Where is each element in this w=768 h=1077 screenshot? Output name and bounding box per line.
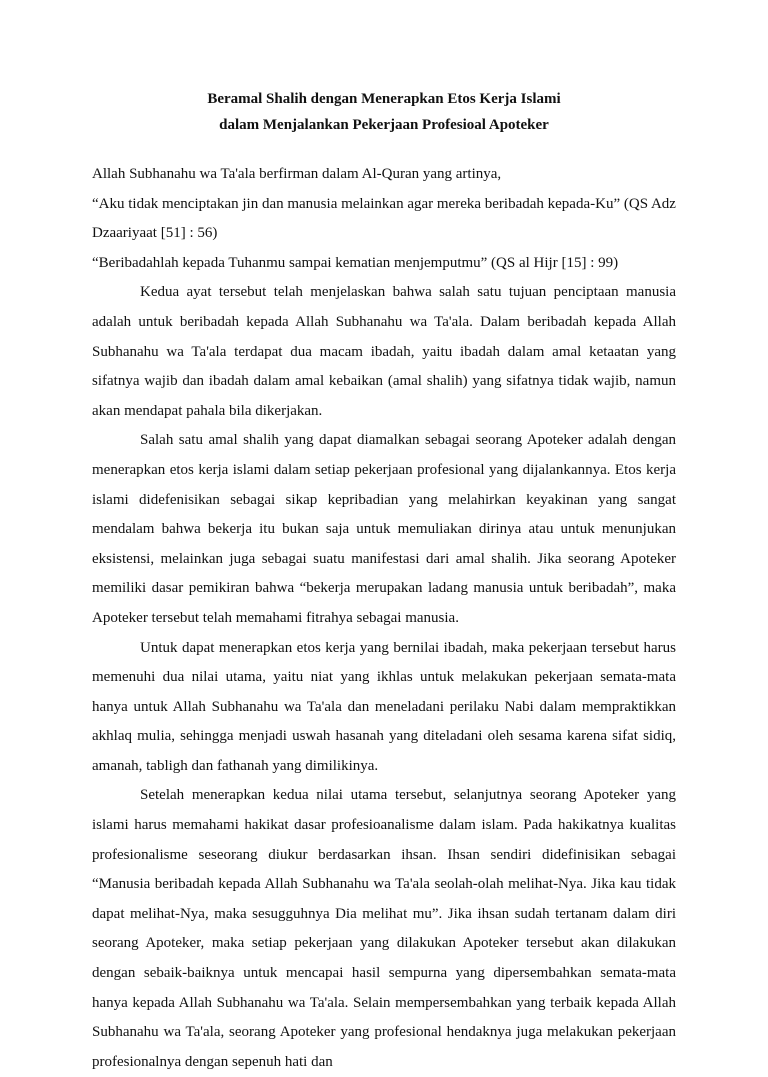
title-block [92,86,676,138]
quran-quote-2: “Beribadahlah kepada Tuhanmu sampai kematian menjemputmu” (QS al Hijr [15] : 99) [92,254,619,271]
paragraph-4: Setelah menerapkan kedua nilai utama tersebut, selanjutnya seorang Apoteker yang islami harus memahami hakikat dasar profesioanalisme dalam islam. Pada hakikatnya kualitas profesionalisme seseorang diukur berdasarkan ihsan. Ihsan sendiri didefinisikan sebagai “Manusia beribadah kepada Allah Subhanahu wa Ta'ala seolah-olah melihat-Nya. Jika kau tidak dapat melihat-Nya, maka sesugguhnya Dia melihat mu”. Jika ihsan sudah tertanam dalam diri seorang Apoteker, maka setiap pekerjaan yang dilakukan Apoteker tersebut akan dilakukan dengan sebaik-baiknya untuk mencapai hasil sempurna yang dipersembahkan semata-mata hanya kepada Allah Subhanahu wa Ta'ala. Selain mempersembahkan yang terbaik kepada Allah Subhanahu wa Ta'ala, seorang Apoteker yang profesional hendaknya juga melakukan pekerjaan profesionalnya dengan sepenuh hati dan [92,787,676,1070]
intro-block [92,160,676,278]
intro-line: Allah Subhanahu wa Ta'ala berfirman dalam Al-Quran yang artinya, [92,166,502,182]
paragraph-1: Kedua ayat tersebut telah menjelaskan bahwa salah satu tujuan penciptaan manusia adalah untuk beribadah kepada Allah Subhanahu wa Ta'ala. Dalam beribadah kepada Allah Subhanahu wa Ta'ala terdapat dua macam ibadah, yaitu ibadah dalam amal ketaatan yang sifatnya wajib dan ibadah dalam amal kebaikan (amal shalih) yang sifatnya tidak wajib, namun akan mendapat pahala bila dikerjakan. [92,284,676,419]
quran-quote-1: “Aku tidak menciptakan jin dan manusia melainkan agar mereka beribadah kepada-Ku” (QS Adz Dzaariyaat [51] : 56) [92,195,676,242]
body-text [92,278,676,1077]
document-title-line-2: dalam Menjalankan Pekerjaan Profesioal Apoteker [219,117,549,133]
document-title-line-1: Beramal Shalih dengan Menerapkan Etos Kerja Islami [207,91,561,107]
paragraph-3: Untuk dapat menerapkan etos kerja yang bernilai ibadah, maka pekerjaan tersebut harus memenuhi dua nilai utama, yaitu niat yang ikhlas untuk melakukan pekerjaan semata-mata hanya untuk Allah Subhanahu wa Ta'ala dan meneladani perilaku Nabi dalam mempraktikkan akhlaq mulia, sehingga menjadi uswah hasanah yang diteladani oleh sesama karena sifat sidiq, amanah, tabligh dan fathanah yang dimilikinya. [92,639,676,774]
paragraph-2: Salah satu amal shalih yang dapat diamalkan sebagai seorang Apoteker adalah dengan menerapkan etos kerja islami dalam setiap pekerjaan profesional yang dijalankannya. Etos kerja islami didefenisikan sebagai sikap kepribadian yang melahirkan keyakinan yang sangat mendalam bahwa bekerja itu bukan saja untuk memuliakan dirinya atau untuk menunjukan eksistensi, melainkan juga sebagai suatu manifestasi dari amal shalih. Jika seorang Apoteker memiliki dasar pemikiran bahwa “bekerja merupakan ladang manusia untuk beribadah”, maka Apoteker tersebut telah memahami fitrahya sebagai manusia. [92,432,676,626]
